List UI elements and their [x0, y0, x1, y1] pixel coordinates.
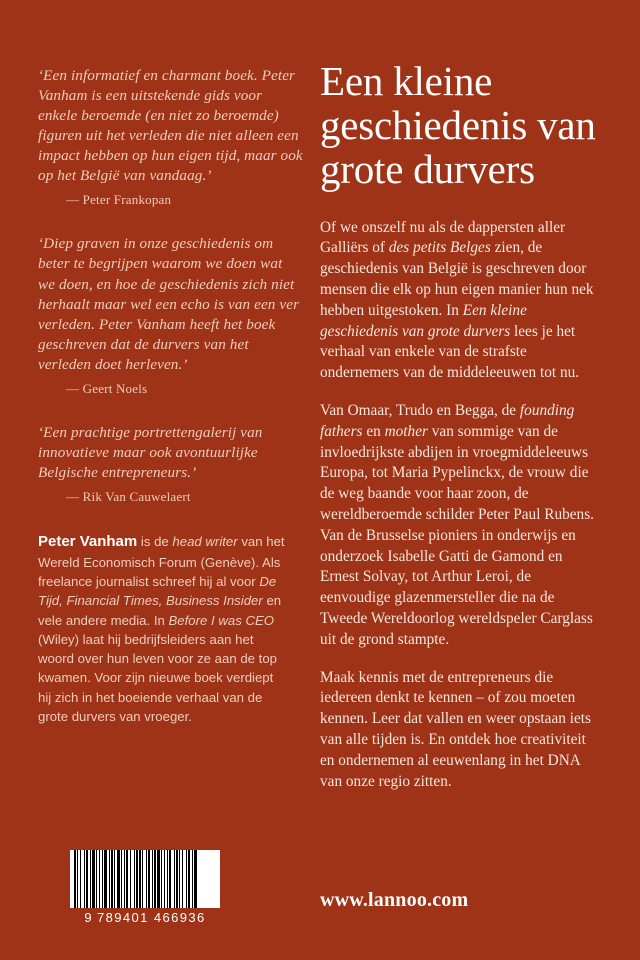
barcode-bar [192, 850, 193, 908]
barcode-bar [77, 850, 78, 908]
blurb-item [38, 66, 303, 208]
barcode-bar [161, 850, 162, 908]
barcode-bar [114, 850, 115, 908]
barcode-bar [169, 850, 171, 908]
description-paragraph [320, 668, 602, 793]
barcode-bar [74, 850, 76, 908]
emphasis-text: founding fathers [320, 401, 575, 440]
barcode-bar [90, 850, 91, 908]
bio-media-list: De Tijd, Financial Times, Business Insider [38, 574, 277, 609]
blurb-quote: ‘Een informatief en charmant boek. Peter Vanham is een uitstekende gids voor enkele beroemde (en niet zo beroemde) figuren uit het verleden die niet alleen een impact hebben op hun eigen tijd, maar ook op het België van vandaag.’ [38, 67, 303, 185]
blurb-item [38, 234, 303, 396]
barcode-bar [139, 850, 141, 908]
barcode-bar [148, 850, 150, 908]
barcode-bar [99, 850, 100, 908]
barcode-bar [104, 850, 107, 908]
barcode-bar [142, 850, 143, 908]
emphasis-text: Een kleine geschiedenis van grote durvers [320, 301, 527, 340]
bio-text-1: is de [137, 534, 173, 549]
emphasis-text: des petits Belges [388, 239, 491, 257]
blurb-item [38, 423, 303, 505]
description-column [320, 60, 602, 809]
barcode-number: 789401 466936 [97, 910, 206, 925]
barcode-bar [126, 850, 128, 908]
barcode-bar [174, 850, 175, 908]
barcode-area [70, 850, 220, 925]
bio-text-3: en vele andere media. In [38, 593, 282, 628]
body-text: Van Omaar, Trudo en Begga, de [320, 401, 520, 419]
barcode-bar [96, 850, 97, 908]
barcode-bar [152, 850, 153, 908]
barcode-bar [130, 850, 131, 908]
barcode-digits [70, 910, 220, 925]
barcode-bar [117, 850, 120, 908]
barcode-bar [102, 850, 103, 908]
barcode-bar [179, 850, 180, 908]
barcode-bar [188, 850, 190, 908]
body-text: Maak kennis met de entrepreneurs die iedereen denkt te kennen – of zou moeten kennen. Leer dat vallen en weer opstaan iets van alle tijden is. En ontdek hoe creativiteit en ondernemen al eeuwenlang in het DNA van onze regio zitten. [320, 668, 591, 790]
description-paragraph [320, 401, 602, 651]
barcode-bar [86, 850, 88, 908]
blurb-attribution: — Rik Van Cauwelaert [66, 489, 191, 504]
barcode-bar [157, 850, 160, 908]
author-name: Peter Vanham [38, 533, 138, 550]
barcode-bar [92, 850, 95, 908]
blurb-quote: ‘Een prachtige portrettengalerij van innovatieve maar ook avontuurlijke Belgische entrepreneurs.’ [38, 423, 263, 481]
publisher-website: www.lannoo.com [320, 889, 469, 911]
description-paragraph [320, 218, 602, 384]
author-role: head writer [172, 534, 238, 549]
body-text: zien, de geschiedenis van België is geschreven door mensen die elk op hun eigen manier hun nek hebben uitgestoken. In [320, 239, 594, 319]
emphasis-text: mother [384, 422, 428, 440]
barcode-bar [146, 850, 147, 908]
barcode-bar [80, 850, 81, 908]
barcode-bar [176, 850, 178, 908]
book-description [320, 218, 602, 793]
barcode-bar [167, 850, 168, 908]
barcode-bar [164, 850, 165, 908]
barcode-bar [136, 850, 138, 908]
bio-text-4: (Wiley) laat hij bedrijfsleiders aan het woord over hun leven voor ze aan de top kwamen. Voor zijn nieuwe boek verdiept hij zich in het boeiende verhaal van de grote durvers van vroeger. [38, 631, 277, 725]
barcode-bar [121, 850, 122, 908]
body-text: en [362, 422, 385, 440]
author-bio [38, 531, 290, 726]
blurbs-column [38, 66, 303, 726]
barcode-bar [109, 850, 110, 908]
blurb-attribution: — Peter Frankopan [66, 192, 172, 208]
barcode-bar [186, 850, 187, 908]
blurb-attribution: — Geert Noels [66, 380, 148, 396]
bio-book-title: Before I was CEO [168, 612, 275, 628]
barcode-lead-digit: 9 [84, 910, 94, 925]
book-title: Een kleine geschiedenis van grote durvers [320, 58, 596, 192]
body-text: lees je het verhaal van enkele van de strafste ondernemers van de middeleeuwen tot nu. [320, 322, 580, 382]
barcode-bar [134, 850, 135, 908]
body-text: van sommige van de invloedrijkste abdijen in vroegmiddeleeuws Europa, tot Maria Pypelinckx, de vrouw die de weg baande voor haar zoon, de wereldberoemde schilder Peter Paul Rubens. Van de Brusselse pioniers in onderwijs en onderzoek Isabelle Gatti de Gamond en Ernest Solvay, tot Arthur Leroi, de eenvoudige glazenmersteller die na de Tweede Wereldoorlog wereldspeler Carglass uit de grond stampte. [320, 422, 594, 648]
barcode-bar [182, 850, 183, 908]
barcode-bar [84, 850, 85, 908]
barcode-bar [111, 850, 113, 908]
body-text: Of we onszelf nu als de dappersten aller Galliërs of [320, 218, 566, 257]
barcode-bar [154, 850, 156, 908]
barcode-bar [194, 850, 197, 908]
blurb-quote: ‘Diep graven in onze geschiedenis om beter te begrijpen waarom we doen wat we doen, en hoe de geschiedenis zich niet herhaalt maar wel een echo is van een ver verleden. Peter Vanham heeft het boek geschreven dat de durvers van het verleden doet herleven.’ [38, 235, 300, 373]
bio-text-2: van het Wereld Economisch Forum (Genève). Als freelance journalist schreef hij al voor [38, 534, 285, 590]
barcode-image [70, 850, 220, 908]
barcode-bar [124, 850, 125, 908]
